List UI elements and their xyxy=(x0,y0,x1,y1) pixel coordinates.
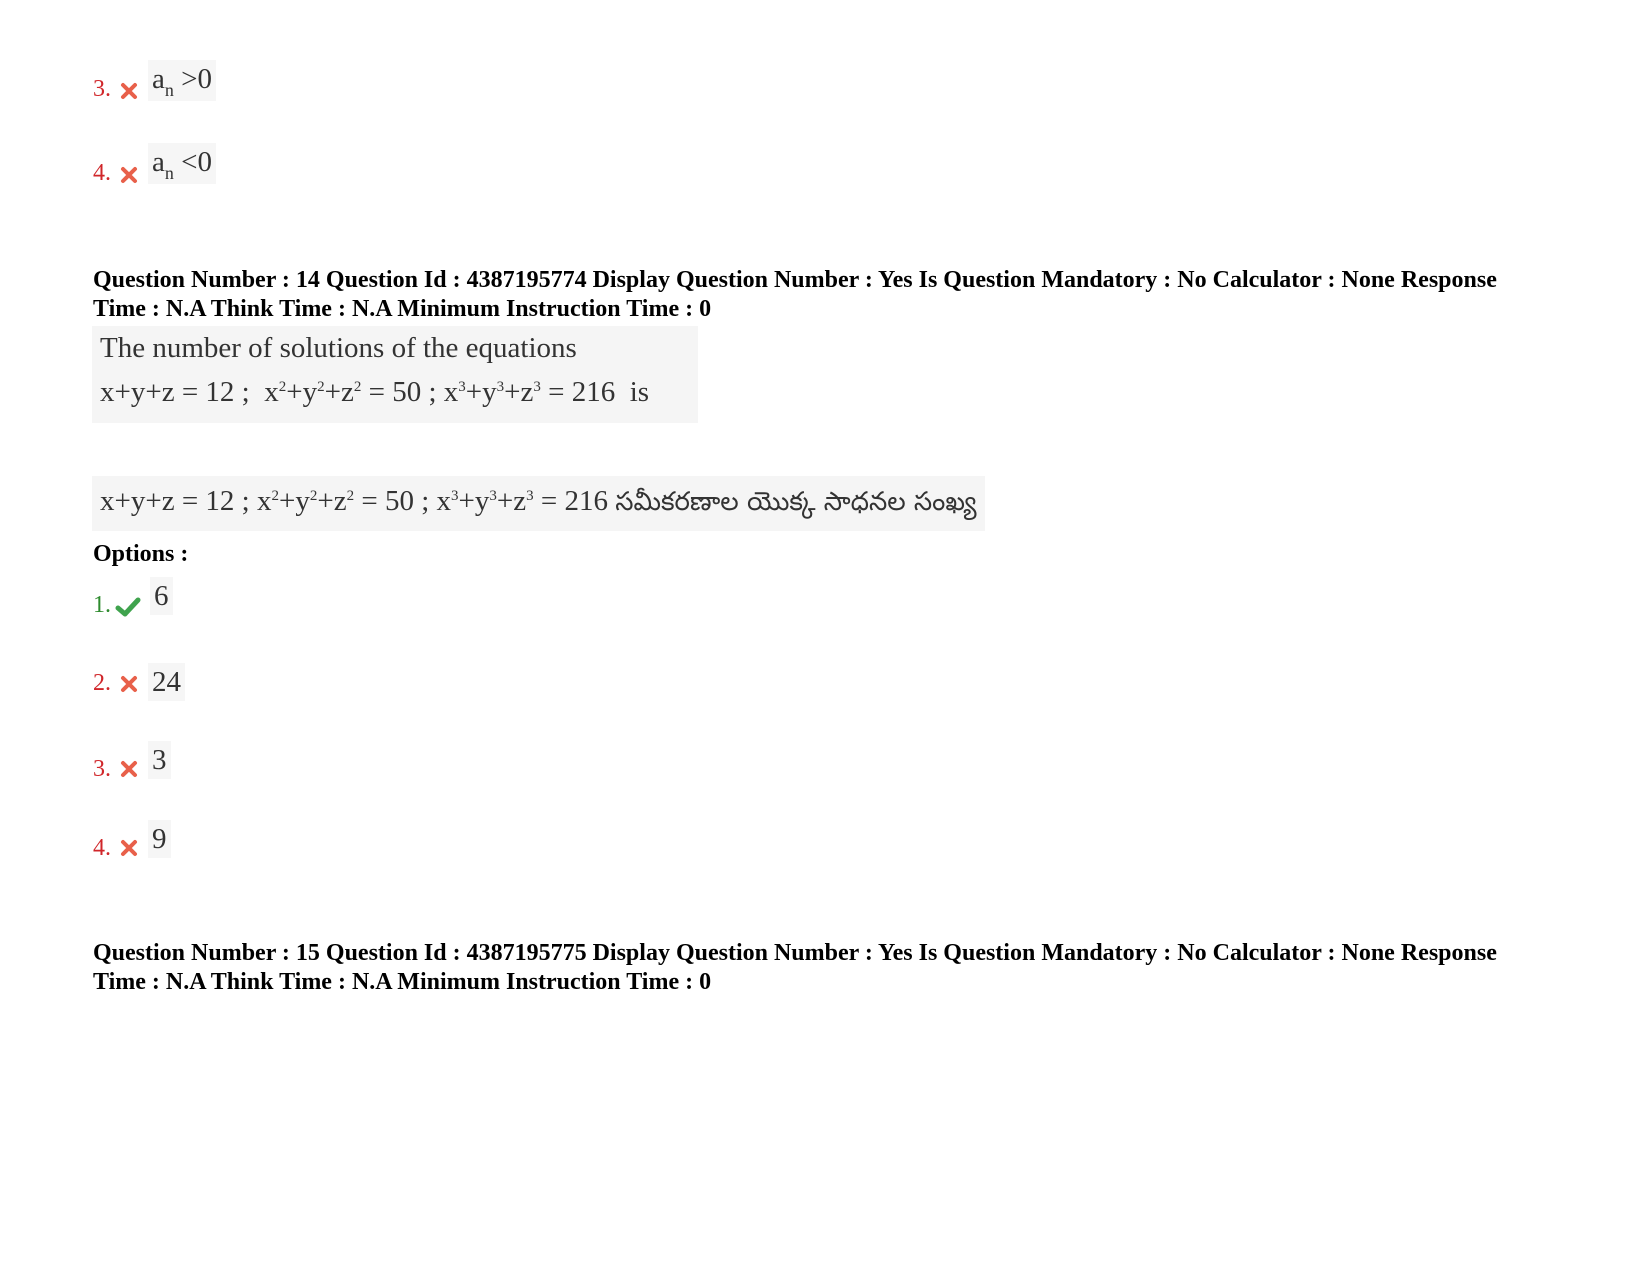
cross-icon xyxy=(120,82,138,100)
option-1-value: 6 xyxy=(150,577,173,615)
question-text: The number of solutions of the equations xyxy=(100,332,577,364)
option-number: 2. xyxy=(93,670,111,696)
check-icon xyxy=(115,596,141,618)
meta-line-2: Time : N.A Think Time : N.A Minimum Instruction Time : 0 xyxy=(93,969,712,995)
meta-line-2: Time : N.A Think Time : N.A Minimum Instruction Time : 0 xyxy=(93,296,712,322)
question-14-meta xyxy=(93,266,1563,324)
meta-line-1: Question Number : 14 Question Id : 4387195774 Display Question Number : Yes Is Question Mandatory : No Calculator : None Response xyxy=(93,267,1497,293)
option-2 xyxy=(93,670,111,697)
option-number: 4. xyxy=(93,835,111,861)
option-number: 1. xyxy=(93,592,111,618)
question-15-meta xyxy=(93,939,1563,997)
option-number: 3. xyxy=(93,756,111,782)
prev-option-3 xyxy=(93,76,111,103)
equations-english: x+y+z = 12 ; $x^2+y^2+z^2 = 50$ ; $x^3+y^3+z^3 = 216$ is xyxy=(100,376,650,408)
option-2-value: 24 xyxy=(148,663,185,701)
option-4 xyxy=(93,835,111,862)
options-label: Options : xyxy=(93,541,189,567)
prev-option-3-value: $a_n >0$ xyxy=(148,60,216,101)
question-14-telugu: x+y+z = 12 ; $x^2+y^2+z^2 = 50$ ; $x^3+y^3+z^3 = 216$ సమీకరణాల యొక్క సాధనల సంఖ్య xyxy=(92,476,985,531)
cross-icon xyxy=(120,166,138,184)
meta-line-1: Question Number : 15 Question Id : 4387195775 Display Question Number : Yes Is Question Mandatory : No Calculator : None Response xyxy=(93,940,1497,966)
option-number: 4. xyxy=(93,160,111,186)
option-number: 3. xyxy=(93,76,111,102)
option-4-value: 9 xyxy=(148,820,171,858)
prev-option-4-value: $a_n <0$ xyxy=(148,143,216,184)
cross-icon xyxy=(120,760,138,778)
prev-option-4 xyxy=(93,160,111,187)
option-3 xyxy=(93,756,111,783)
question-14-english xyxy=(92,326,698,423)
option-3-value: 3 xyxy=(148,741,171,779)
cross-icon xyxy=(120,675,138,693)
cross-icon xyxy=(120,839,138,857)
option-1 xyxy=(93,592,111,619)
